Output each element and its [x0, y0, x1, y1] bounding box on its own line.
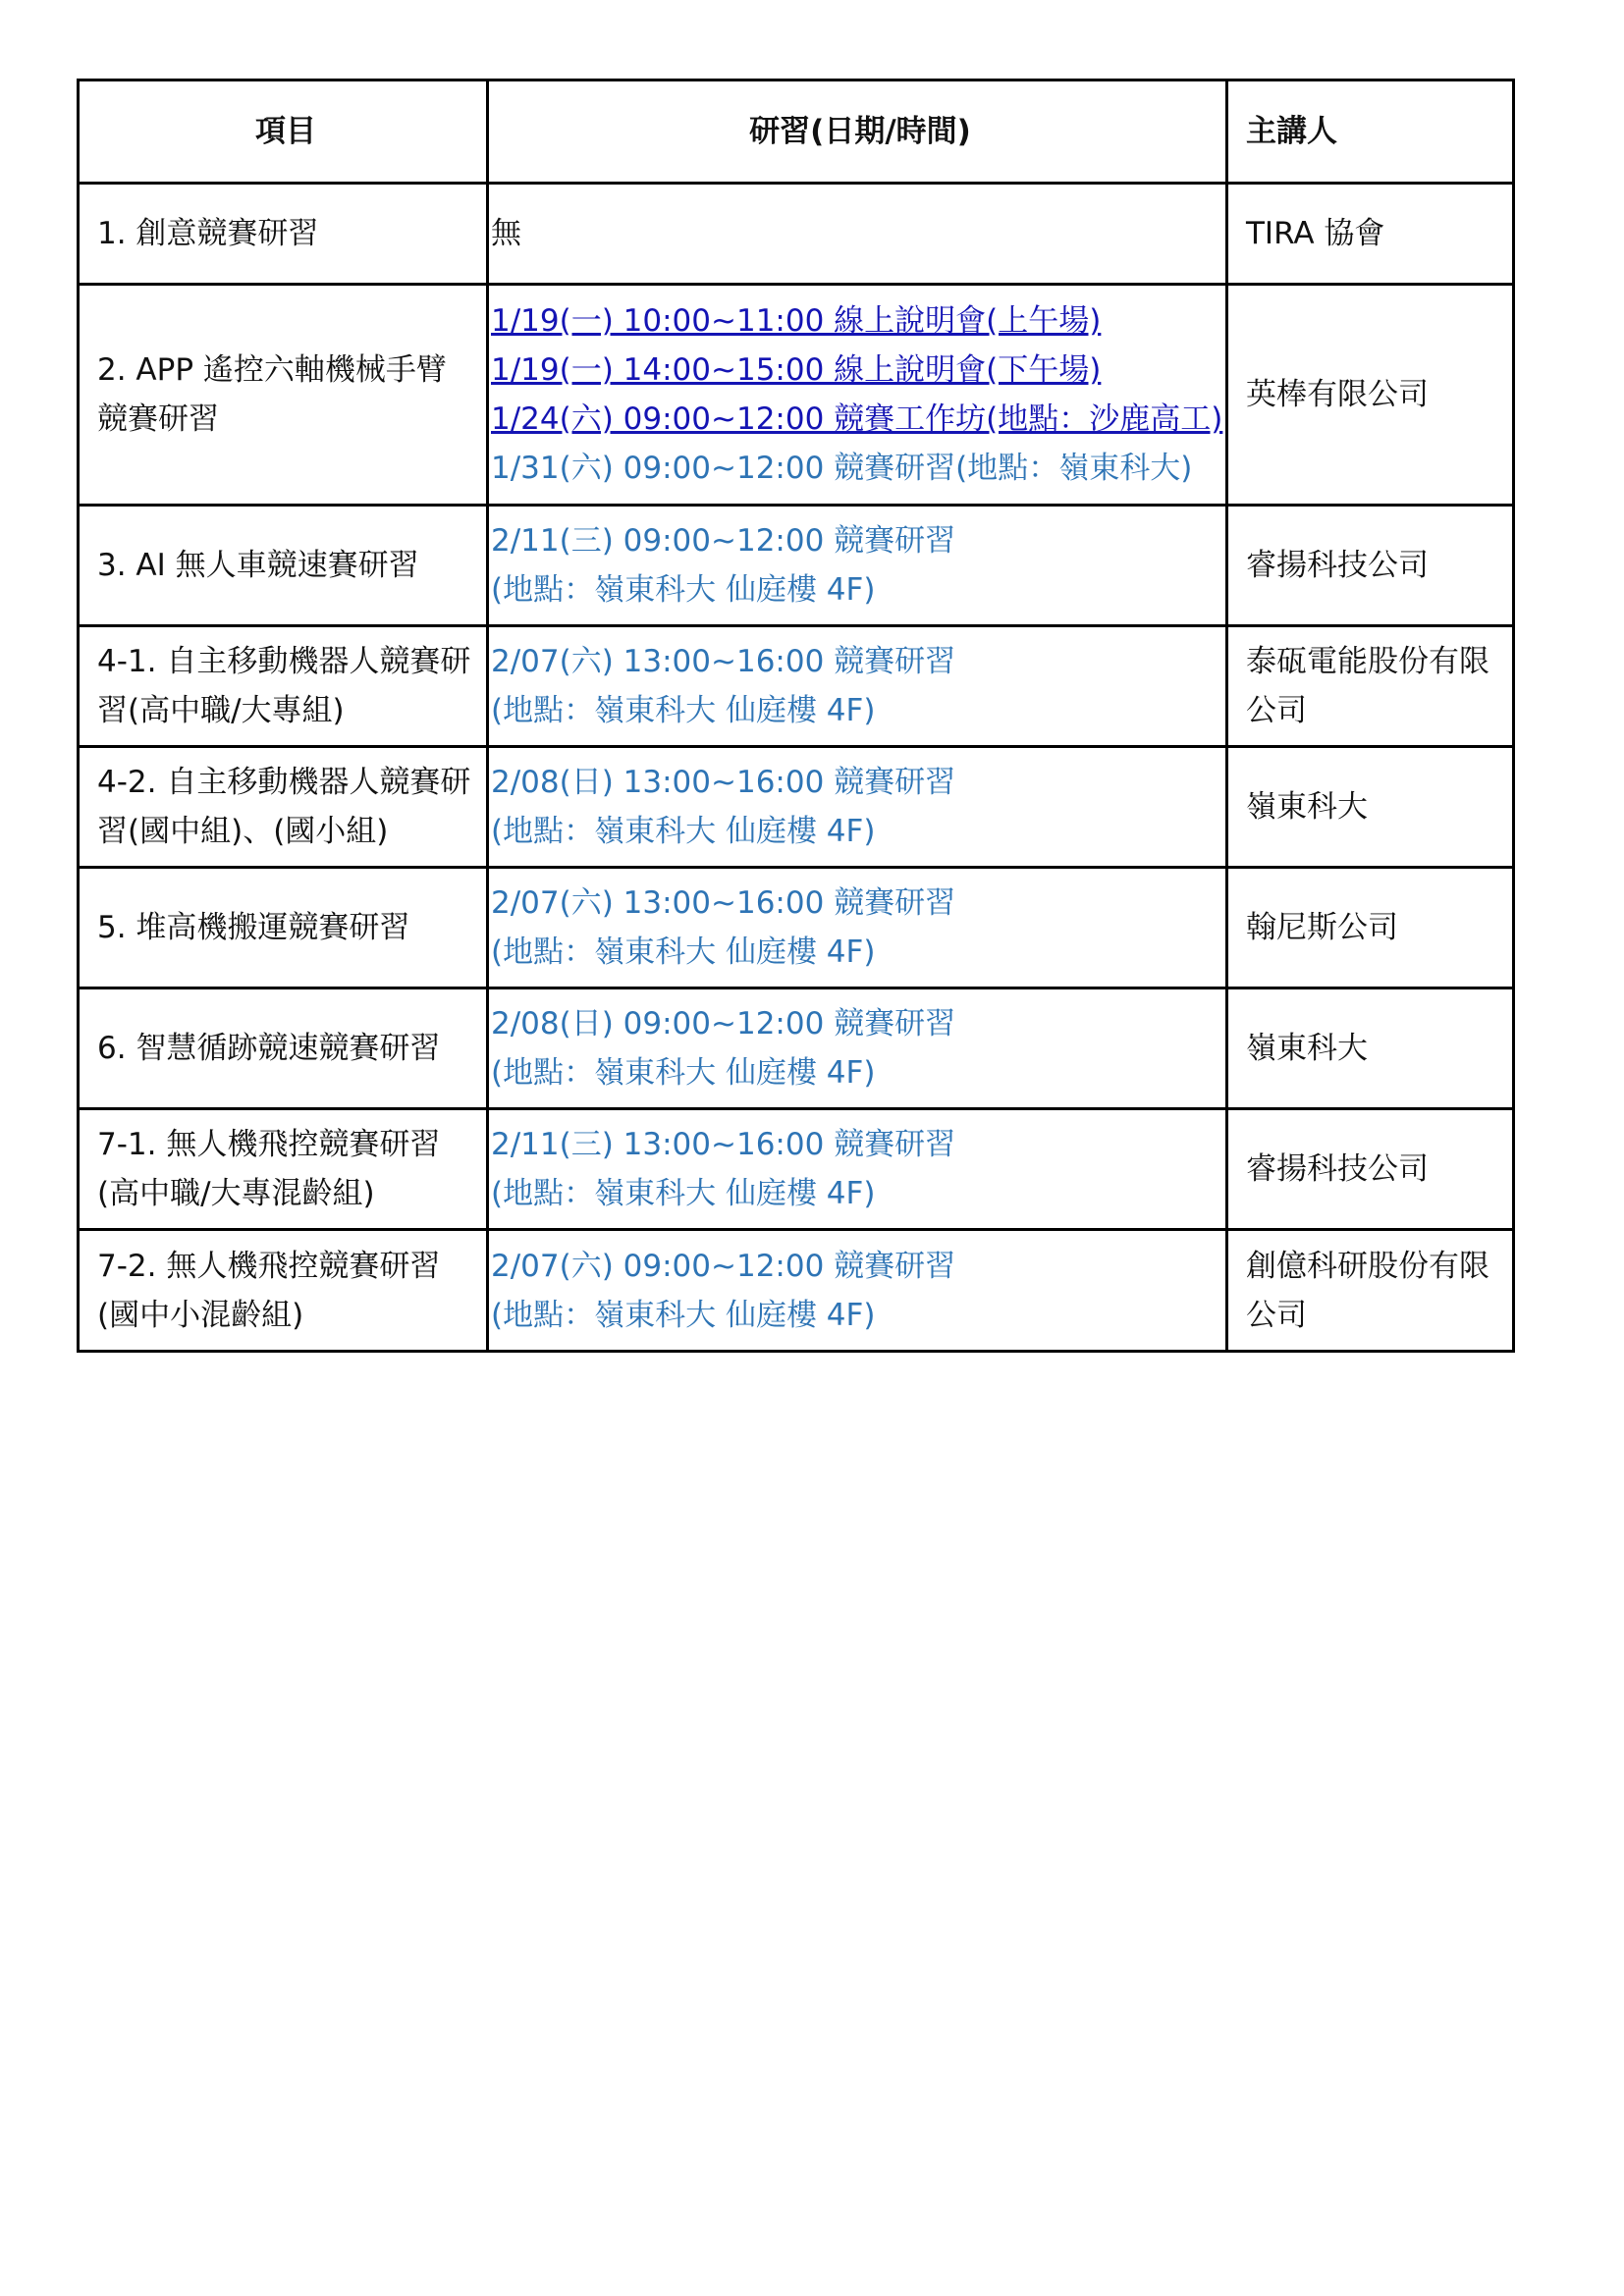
speaker-cell: TIRA 協會 — [1227, 184, 1514, 285]
session-cell — [488, 747, 1227, 868]
table-row — [79, 626, 1514, 747]
table-row — [79, 747, 1514, 868]
session-text: (地點：嶺東科大 仙庭樓 4F) — [491, 934, 876, 970]
speaker-cell: 嶺東科大 — [1227, 988, 1514, 1109]
item-cell: 3. AI 無人車競速賽研習 — [79, 506, 488, 626]
session-text: 2/07(六) 13:00~16:00 競賽研習 — [491, 885, 956, 921]
session-text: (地點：嶺東科大 仙庭樓 4F) — [491, 1055, 876, 1091]
session-text: 2/11(三) 13:00~16:00 競賽研習 — [491, 1127, 956, 1162]
session-cell — [488, 1230, 1227, 1352]
table-row — [79, 1230, 1514, 1352]
session-text: (地點：嶺東科大 仙庭樓 4F) — [491, 1297, 876, 1333]
session-text: (地點：嶺東科大 仙庭樓 4F) — [491, 572, 876, 608]
session-text: (地點：嶺東科大 仙庭樓 4F) — [491, 693, 876, 728]
session-cell — [488, 184, 1227, 285]
table-row — [79, 868, 1514, 988]
speaker-cell: 泰砙電能股份有限公司 — [1227, 626, 1514, 747]
table-row — [79, 285, 1514, 506]
session-cell — [488, 1109, 1227, 1230]
session-link[interactable]: 1/24(六) 09:00~12:00 競賽工作坊(地點：沙鹿高工) — [491, 401, 1223, 437]
item-cell: 2. APP 遙控六軸機械手臂競賽研習 — [79, 285, 488, 506]
table-row — [79, 184, 1514, 285]
speaker-cell: 創億科研股份有限公司 — [1227, 1230, 1514, 1352]
table-row — [79, 1109, 1514, 1230]
item-cell: 5. 堆高機搬運競賽研習 — [79, 868, 488, 988]
session-text: 2/11(三) 09:00~12:00 競賽研習 — [491, 523, 956, 559]
speaker-cell: 英棒有限公司 — [1227, 285, 1514, 506]
session-cell — [488, 506, 1227, 626]
item-cell: 7-1. 無人機飛控競賽研習(高中職/大專混齡組) — [79, 1109, 488, 1230]
session-text: 2/08(日) 13:00~16:00 競賽研習 — [491, 765, 956, 800]
item-cell: 4-2. 自主移動機器人競賽研習(國中組)、(國小組) — [79, 747, 488, 868]
session-link[interactable]: 1/19(一) 10:00~11:00 線上說明會(上午場) — [491, 303, 1102, 339]
session-text: 2/07(六) 09:00~12:00 競賽研習 — [491, 1248, 956, 1284]
speaker-cell: 睿揚科技公司 — [1227, 1109, 1514, 1230]
session-link[interactable]: 1/19(一) 14:00~15:00 線上說明會(下午場) — [491, 352, 1102, 388]
header-speaker: 主講人 — [1227, 80, 1514, 184]
training-schedule-table — [77, 79, 1515, 1353]
item-cell: 7-2. 無人機飛控競賽研習(國中小混齡組) — [79, 1230, 488, 1352]
session-cell — [488, 868, 1227, 988]
session-text: (地點：嶺東科大 仙庭樓 4F) — [491, 1176, 876, 1211]
session-text: (地點：嶺東科大 仙庭樓 4F) — [491, 814, 876, 849]
session-cell — [488, 626, 1227, 747]
session-text: 2/07(六) 13:00~16:00 競賽研習 — [491, 644, 956, 679]
item-cell: 1. 創意競賽研習 — [79, 184, 488, 285]
speaker-cell: 嶺東科大 — [1227, 747, 1514, 868]
table-row — [79, 988, 1514, 1109]
session-cell — [488, 988, 1227, 1109]
speaker-cell: 翰尼斯公司 — [1227, 868, 1514, 988]
speaker-cell: 睿揚科技公司 — [1227, 506, 1514, 626]
session-text: 2/08(日) 09:00~12:00 競賽研習 — [491, 1006, 956, 1041]
header-row — [79, 80, 1514, 184]
header-session: 研習(日期/時間) — [488, 80, 1227, 184]
table-row — [79, 506, 1514, 626]
header-item: 項目 — [79, 80, 488, 184]
item-cell: 6. 智慧循跡競速競賽研習 — [79, 988, 488, 1109]
item-cell: 4-1. 自主移動機器人競賽研習(高中職/大專組) — [79, 626, 488, 747]
session-text: 無 — [491, 216, 521, 251]
session-cell — [488, 285, 1227, 506]
session-text: 1/31(六) 09:00~12:00 競賽研習(地點：嶺東科大) — [491, 451, 1193, 486]
